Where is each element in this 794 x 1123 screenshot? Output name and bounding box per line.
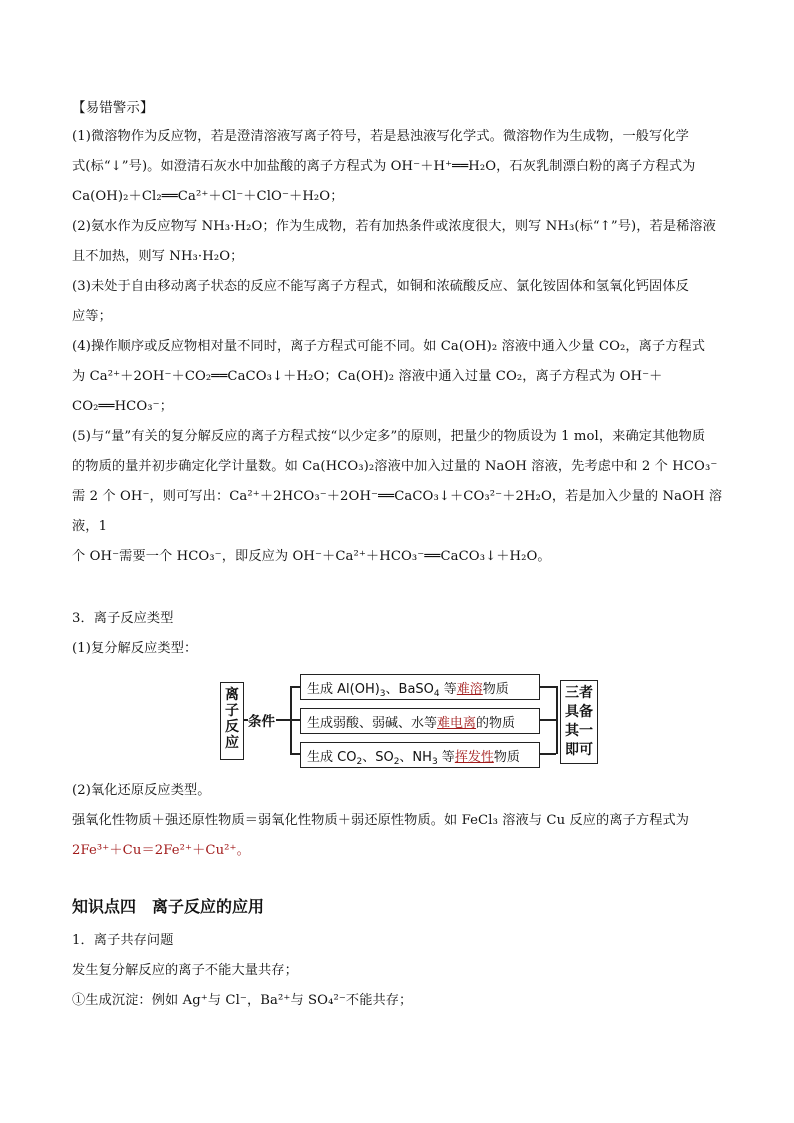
right-bracket xyxy=(556,686,558,754)
reaction-type-diagram xyxy=(220,672,600,772)
left-label-box xyxy=(220,682,244,760)
right-label-box xyxy=(560,680,598,764)
warning-title: 【易错警示】 xyxy=(72,100,154,116)
section3-sub2-equation: 2Fe³⁺＋Cu＝2Fe²⁺＋Cu²⁺。 xyxy=(72,843,250,858)
warning-p4-line2: 为 Ca²⁺＋2OH⁻＋CO₂══CaCO₃↓＋H₂O；Ca(OH)₂ 溶液中通入过量 CO₂，离子方程式为 OH⁻＋ xyxy=(72,369,663,384)
warning-p4-line1: (4)操作顺序或反应物相对量不同时，离子方程式可能不同。如 Ca(OH)₂ 溶液中通入少量 CO₂，离子方程式 xyxy=(72,339,706,354)
row2-box: 生成弱酸、弱碱、水等难电离的物质 xyxy=(300,708,540,734)
warning-p1-line2: 式(标“↓”号)。如澄清石灰水中加盐酸的离子方程式为 OH⁻＋H⁺══H₂O，石灰乳制漂白粉的离子方程式为 xyxy=(72,159,696,174)
left-label: 离子反应 xyxy=(225,687,239,751)
row1-keyword: 难溶 xyxy=(456,682,483,697)
condition-label: 条件 xyxy=(248,714,275,730)
warning-p4-line3: CO₂══HCO₃⁻； xyxy=(72,399,174,414)
connector-left xyxy=(244,719,248,721)
warning-p5-line1: (5)与“量”有关的复分解反应的离子方程式按“以少定多”的原则，把量少的物质设为 1 mol，来确定其他物质 xyxy=(72,429,706,444)
warning-p3-line2: 应等； xyxy=(72,309,112,324)
row3-box: 生成 $CO_2$、$SO_2$、$NH_3$ 等挥发性物质 xyxy=(300,742,540,768)
document-page xyxy=(72,92,724,1016)
connector-cond xyxy=(276,719,290,721)
section3-sub2-text: 强氧化性物质＋强还原性物质＝弱氧化性物质＋弱还原性物质。如 FeCl₃ 溶液与 Cu 反应的离子方程式为 xyxy=(72,813,690,828)
row2-keyword: 难电离 xyxy=(437,716,477,731)
section3-sub2: (2)氧化还原反应类型。 xyxy=(72,783,211,798)
warning-p1-line1: (1)微溶物作为反应物，若是澄清溶液写离子符号，若是悬浊液写化学式。微溶物作为生成物，一般写化学 xyxy=(72,129,689,144)
section4-item1-sub: ①生成沉淀：例如 Ag⁺与 Cl⁻，Ba²⁺与 SO₄²⁻不能共存； xyxy=(72,993,413,1008)
warning-p2-line1: (2)氨水作为反应物写 NH₃·H₂O；作为生成物，若有加热条件或浓度很大，则写 NH₃(标“↑”号)，若是稀溶液 xyxy=(72,219,716,234)
section3-title: 3．离子反应类型 xyxy=(72,611,174,626)
section4-item1: 1．离子共存问题 xyxy=(72,933,174,948)
section4-item1-text: 发生复分解反应的离子不能大量共存； xyxy=(72,963,298,978)
warning-p5-line2: 的物质的量并初步确定化学计量数。如 Ca(HCO₃)₂溶液中加入过量的 NaOH 溶液，先考虑中和 2 个 HCO₃⁻ xyxy=(72,459,718,474)
warning-p3-line1: (3)未处于自由移动离子状态的反应不能写离子方程式，如铜和浓硫酸反应、氯化铵固体和氢氧化钙固体反 xyxy=(72,279,689,294)
section4-title: 知识点四 离子反应的应用 xyxy=(72,897,265,916)
warning-p2-line2: 且不加热，则写 NH₃·H₂O； xyxy=(72,249,244,264)
warning-p1-line3: Ca(OH)₂＋Cl₂══Ca²⁺＋Cl⁻＋ClO⁻＋H₂O； xyxy=(72,189,344,204)
row3-keyword: 挥发性 xyxy=(454,750,494,765)
right-label: 三者具备其一即可 xyxy=(565,685,593,758)
warning-p5-line4: 个 OH⁻需要一个 HCO₃⁻，即反应为 OH⁻＋Ca²⁺＋HCO₃⁻══CaCO₃↓＋H₂O。 xyxy=(72,549,551,564)
section3-sub1: (1)复分解反应类型： xyxy=(72,641,198,656)
warning-p5-line3: 需 2 个 OH⁻，则可写出：Ca²⁺＋2HCO₃⁻＋2OH⁻══CaCO₃↓＋CO₃²⁻＋2H₂O，若是加入少量的 NaOH 溶液，1 xyxy=(72,489,723,534)
row1-box: 生成 $Al(OH)_3$、BaSO$_4$ 等难溶物质 xyxy=(300,674,540,700)
